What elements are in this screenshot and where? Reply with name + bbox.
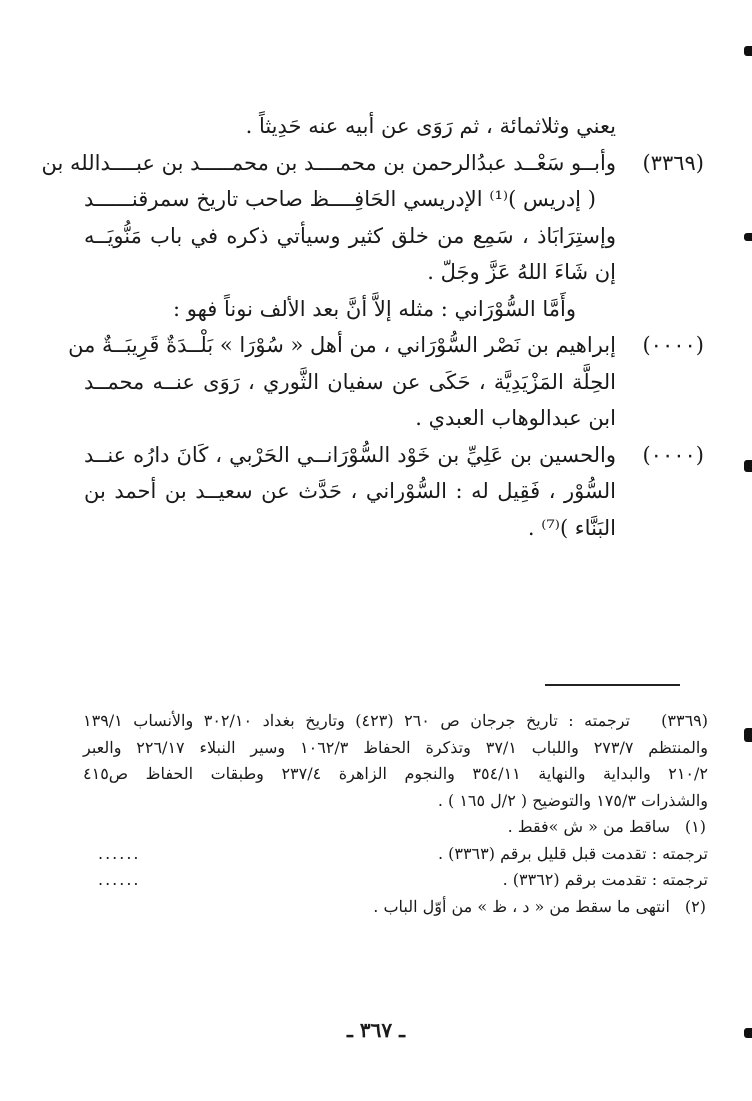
footnote-line: والشذرات ١٧٥/٣ والتوضيح ( ٢/ل ١٦٥ ) . (437, 790, 708, 810)
entry-ibrahim (68, 327, 704, 437)
footnote-dots: ...... (98, 843, 141, 863)
text-line: ابن عبدالوهاب العبدي . (415, 406, 616, 430)
footnote-cross-ref-1 (83, 841, 708, 868)
footnote-text: انتهى ما سقط من « د ، ظ » من أوّل الباب . (373, 896, 670, 916)
entry-number: (٠٠٠٠) (642, 442, 704, 467)
footnote-line: ٢١٠/٢ والبداية والنهاية ٣٥٤/١١ والنجوم الزاهرة ٢٣٧/٤ وطبقات الحفاظ ص٤١٥ (83, 764, 708, 783)
footnotes (83, 708, 708, 920)
text-line: ( إدريس )⁽¹⁾ الإدريسي الحَافِــــظ صاحب تاريخ سمرقنــــــد (84, 187, 596, 211)
footnote-cross-ref-2 (83, 867, 708, 894)
section-heading-line: وأَمَّا السُّوْرَاني : مثله إلاَّ أنَّ بعد الألف نوناً فهو : (173, 296, 576, 321)
footnote-3369 (83, 708, 708, 814)
footnote-line: والمنتظم ٢٧٣/٧ واللباب ٣٧/١ وتذكرة الحفاظ ١٠٦٢/٣ وسير النبلاء ٢٢٦/١٧ والعبر (83, 737, 709, 757)
footnote-note-2 (83, 894, 706, 921)
scan-edge-mark (744, 233, 752, 241)
text-line: والحسين بن عَلِيِّ بن خَوْد السُّوْرَانــي الحَرْبي ، كَانَ دارُه عنــد (84, 442, 616, 467)
text-line: وإستِرَابَاذ ، سَمِع من خلق كثير وسيأتي ذكره في باب مَنُّويَــه (84, 223, 616, 248)
text-line: وأبــو سَعْــد عبدُالرحمن بن محمــــد بن محمـــــد بن عبــــدالله بن (41, 150, 616, 175)
text-line: الحِلَّة المَزْيَدِيَّة ، حَكَى عن سفيان الثَّوري ، رَوَى عنــه محمــد (84, 369, 616, 394)
footnote-marker: (١) (684, 817, 706, 836)
footnote-entry-number: (٣٣٦٩) (661, 711, 708, 730)
text-line-continuation: يعني وثلاثمائة ، ثم رَوَى عن أبيه عنه حَدِيثاً . (245, 114, 616, 138)
footnote-text: ترجمته : تقدمت قبل قليل برقم (٣٣٦٣) . (437, 843, 708, 863)
scan-edge-mark (744, 46, 752, 56)
entry-number: (٠٠٠٠) (642, 333, 704, 357)
scan-edge-mark (744, 728, 752, 742)
scan-edge-mark (744, 460, 752, 472)
text-line: السُّوْر ، فَقِيل له : السُّوْراني ، حَدَّث عن سعيــد بن أحمد بن (84, 479, 616, 503)
footnote-separator-rule (545, 684, 680, 686)
text-line: إن شَاءَ اللهُ عَزَّ وجَلّ . (427, 260, 616, 284)
scan-edge-mark (744, 1028, 752, 1038)
main-text (41, 108, 704, 546)
footnote-text: ساقط من « ش »فقط . (507, 817, 670, 836)
footnote-dots: ...... (98, 870, 141, 889)
text-line: إبراهيم بن نَصْر السُّوْرَاني ، من أهل « سُوْرَا » بَلْــدَةٌ قَرِيبَــةٌ من (68, 333, 616, 357)
entry-husayn (84, 437, 704, 547)
footnote-text: ترجمته : تقدمت برقم (٣٣٦٢) . (502, 870, 708, 889)
footnote-line: ترجمته : تاريخ جرجان ص ٢٦٠ (٤٢٣) وتاريخ بغداد ٣٠٢/١٠ والأنساب ١٣٩/١ (83, 711, 631, 730)
entry-number: (٣٣٦٩) (642, 150, 704, 175)
entry-3369 (41, 145, 704, 291)
footnote-marker: (٢) (684, 896, 706, 916)
footnote-note-1 (83, 814, 706, 841)
page-number: ـ ٣٦٧ ـ (347, 1018, 405, 1042)
text-line: البَنَّاء )⁽⁷⁾ . (527, 515, 616, 540)
